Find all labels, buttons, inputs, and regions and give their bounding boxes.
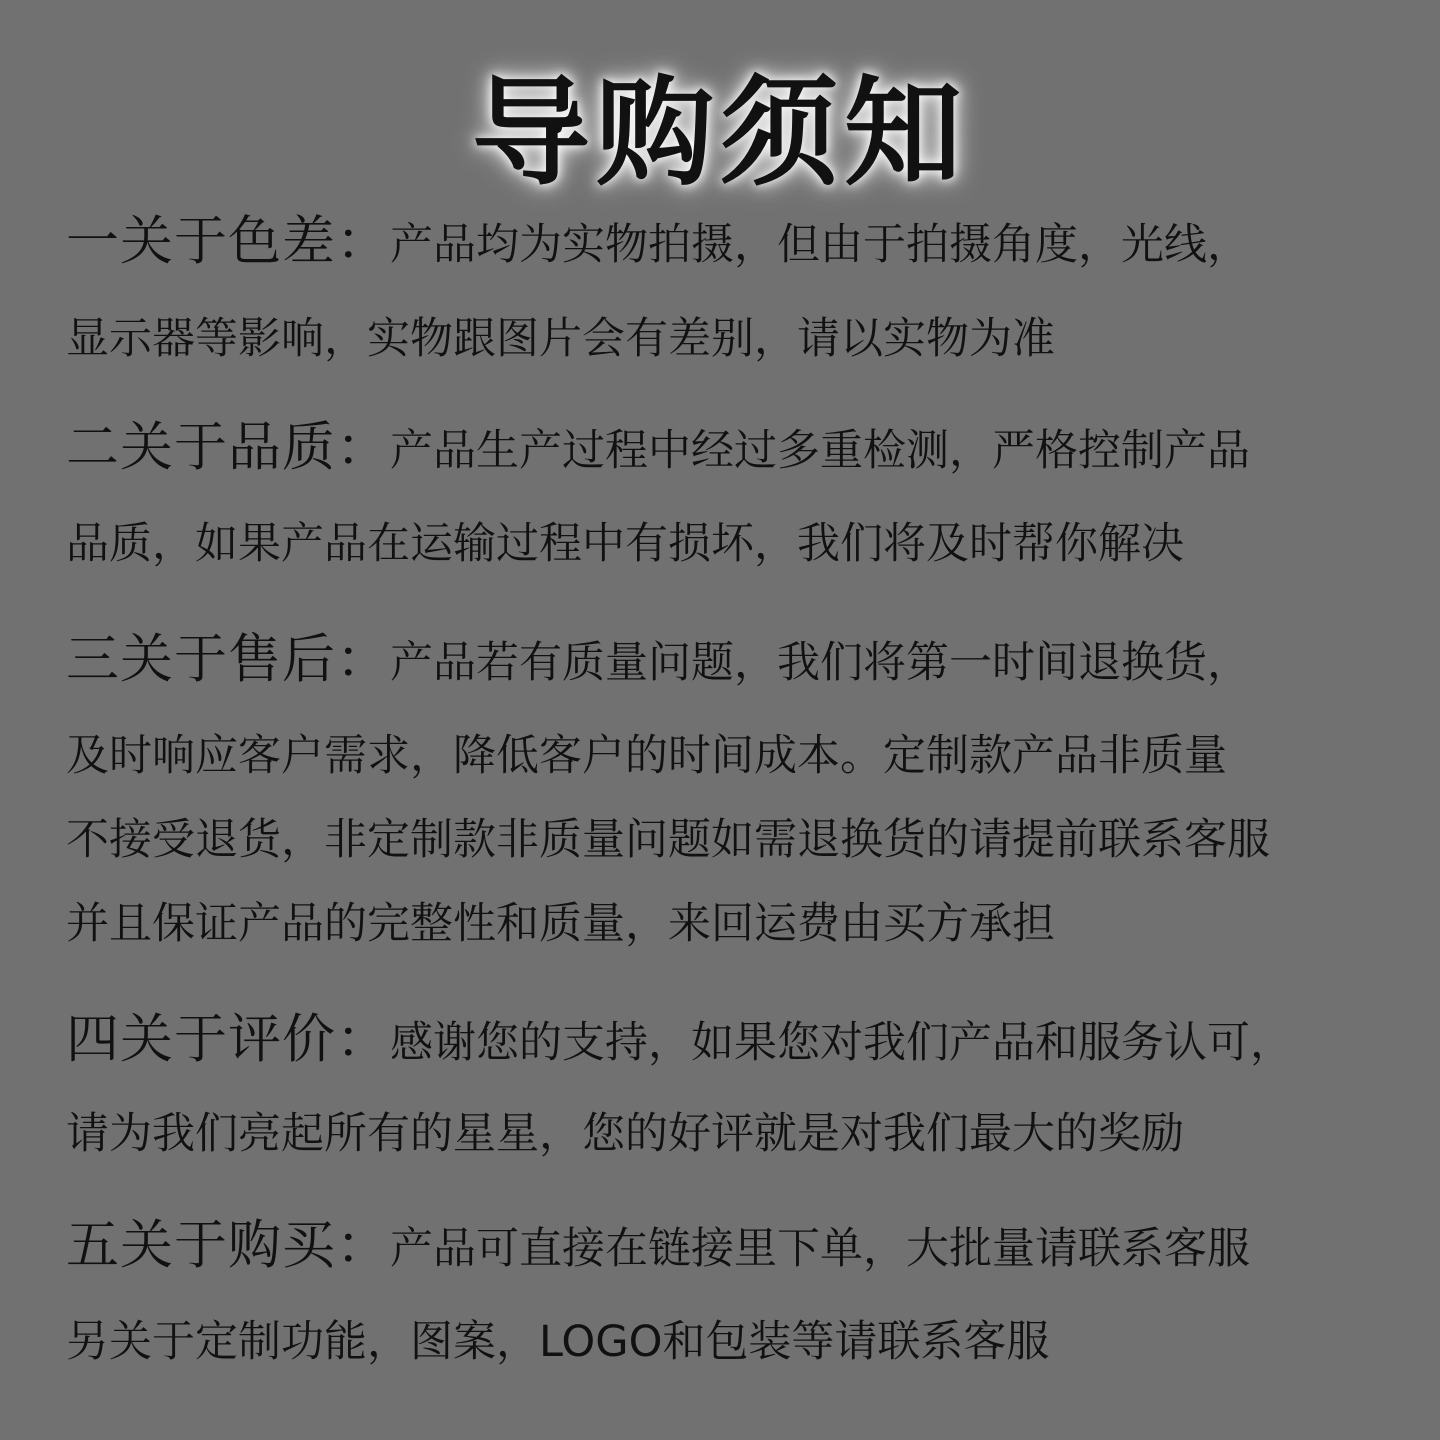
section-heading-quality: 二关于品质： — [66, 417, 390, 478]
section-review-line-2 — [66, 1104, 1184, 1164]
section-text: 感谢您的支持，如果您对我们产品和服务认可， — [390, 1018, 1293, 1068]
section-after-sales-line-1 — [66, 630, 1250, 693]
section-text: 并且保证产品的完整性和质量，来回运费由买方承担 — [66, 899, 1055, 949]
page-title: 导购须知 — [471, 64, 968, 202]
section-after-sales-line-4 — [66, 894, 1055, 954]
section-text: 产品若有质量问题，我们将第一时间退换货， — [390, 638, 1250, 688]
section-heading-after-sales: 三关于售后： — [66, 629, 390, 690]
section-heading-review: 四关于评价： — [66, 1009, 390, 1070]
section-heading-purchase: 五关于购买： — [66, 1215, 390, 1276]
section-text: 另关于定制功能，图案，LOGO和包装等请联系客服 — [66, 1317, 1050, 1367]
section-quality-line-1 — [66, 418, 1250, 481]
section-purchase-line-1 — [66, 1216, 1250, 1279]
section-heading-color-difference: 一关于色差： — [66, 211, 390, 272]
section-text: 不接受退货，非定制款非质量问题如需退换货的请提前联系客服 — [66, 815, 1270, 865]
section-purchase-line-2 — [66, 1312, 1049, 1372]
section-color-difference-line-2 — [66, 309, 1055, 369]
section-text: 品质，如果产品在运输过程中有损坏，我们将及时帮你解决 — [66, 519, 1184, 569]
section-color-difference-line-1 — [66, 212, 1250, 275]
section-after-sales-line-3 — [66, 810, 1270, 870]
section-review-line-1 — [66, 1010, 1293, 1073]
section-quality-line-2 — [66, 514, 1184, 574]
section-text: 产品生产过程中经过多重检测，严格控制产品 — [390, 426, 1250, 476]
section-text: 及时响应客户需求，降低客户的时间成本。定制款产品非质量 — [66, 731, 1227, 781]
section-text: 请为我们亮起所有的星星，您的好评就是对我们最大的奖励 — [66, 1109, 1184, 1159]
section-text: 显示器等影响，实物跟图片会有差别，请以实物为准 — [66, 314, 1055, 364]
section-after-sales-line-2 — [66, 726, 1227, 786]
section-text: 产品可直接在链接里下单，大批量请联系客服 — [390, 1224, 1250, 1274]
section-text: 产品均为实物拍摄，但由于拍摄角度，光线， — [390, 220, 1250, 270]
